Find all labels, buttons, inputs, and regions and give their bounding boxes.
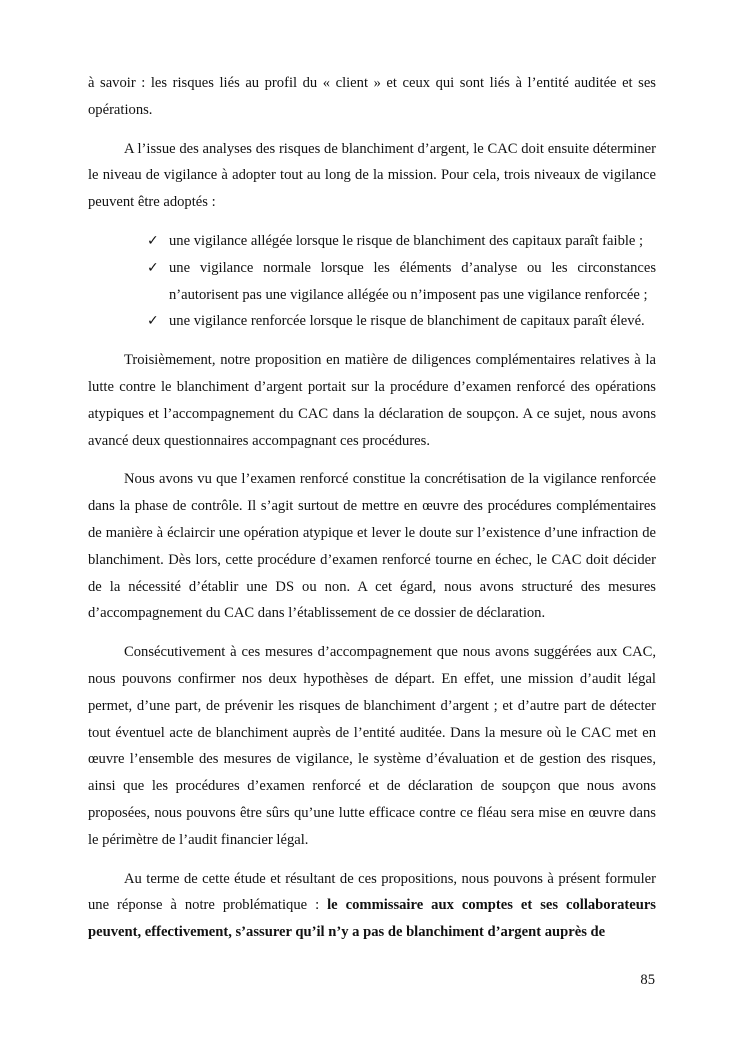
- checkmark-icon: ✓: [147, 232, 159, 249]
- list-item-text: une vigilance normale lorsque les éléments d’analyse ou les circonstances n’autorisent pas une vigilance allégée ou n’imposent pas une vigilance renforcée ;: [169, 259, 656, 303]
- checkmark-icon: ✓: [147, 313, 159, 330]
- page-number: 85: [640, 972, 655, 988]
- conclusion-bold-text: le commissaire aux comptes et ses collaborateurs peuvent, effectivement, s’assurer qu’il n’y a pas de blanchiment d’argent auprès de: [88, 897, 656, 941]
- paragraph-enhanced-exam: Nous avons vu que l’examen renforcé constitue la concrétisation de la vigilance renforcée dans la phase de contrôle. Il s’agit surtout de mettre en œuvre des procédures complémentaires de manière à éclaircir une opération atypique et lever le doute sur l’existence d’une infraction de blanchiment. Dès lors, cette procédure d’examen renforcé tourne en échec, le CAC doit décider de la nécessité d’établir une DS ou non. A cet égard, nous avons structuré des mesures d’accompagnement du CAC dans l’établissement de ce dossier de déclaration.: [88, 471, 656, 622]
- paragraph-vigilance-levels: A l’issue des analyses des risques de blanchiment d’argent, le CAC doit ensuite déterminer le niveau de vigilance à adopter tout au long de la mission. Pour cela, trois niveaux de vigilance peuvent être adoptés :: [88, 140, 656, 211]
- list-item-text: une vigilance allégée lorsque le risque de blanchiment des capitaux paraît faible ;: [169, 232, 644, 249]
- paragraph-hypotheses: Consécutivement à ces mesures d’accompagnement que nous avons suggérées aux CAC, nous pouvons confirmer nos deux hypothèses de départ. En effet, une mission d’audit légal permet, d’une part, de prévenir les risques de blanchiment d’argent ; et d’autre part de détecter tout éventuel acte de blanchiment auprès de l’entité auditée. Dans la mesure où le CAC met en œuvre l’ensemble des mesures de vigilance, le système d’évaluation et de gestion des risques, ainsi que les procédures d’examen renforcé et de déclaration de soupçon que nous avons proposées, nous pouvons être sûrs qu’une lutte efficace contre ce fléau sera mise en œuvre dans le périmètre de l’audit financier légal.: [88, 644, 656, 848]
- list-item: [147, 308, 656, 335]
- paragraph-third-proposal: Troisièmement, notre proposition en matière de diligences complémentaires relatives à la lutte contre le blanchiment d’argent portait sur la procédure d’examen renforcé des opérations atypiques et l’accompagnement du CAC dans la déclaration de soupçon. A ce sujet, nous avons avancé deux questionnaires accompagnant ces procédures.: [88, 352, 656, 449]
- document-body: [88, 70, 656, 946]
- paragraph-conclusion: [88, 866, 656, 946]
- conclusion-text: Au terme de cette étude et résultant de ces propositions, nous pouvons à présent formuler une réponse à notre problématique :: [88, 870, 656, 914]
- vigilance-list: [88, 228, 656, 335]
- checkmark-icon: ✓: [147, 259, 159, 276]
- list-item-text: une vigilance renforcée lorsque le risque de blanchiment de capitaux paraît élevé.: [169, 313, 645, 330]
- list-item: [147, 255, 656, 309]
- paragraph-continuation: à savoir : les risques liés au profil du « client » et ceux qui sont liés à l’entité auditée et ses opérations.: [88, 75, 656, 118]
- list-item: [147, 228, 656, 255]
